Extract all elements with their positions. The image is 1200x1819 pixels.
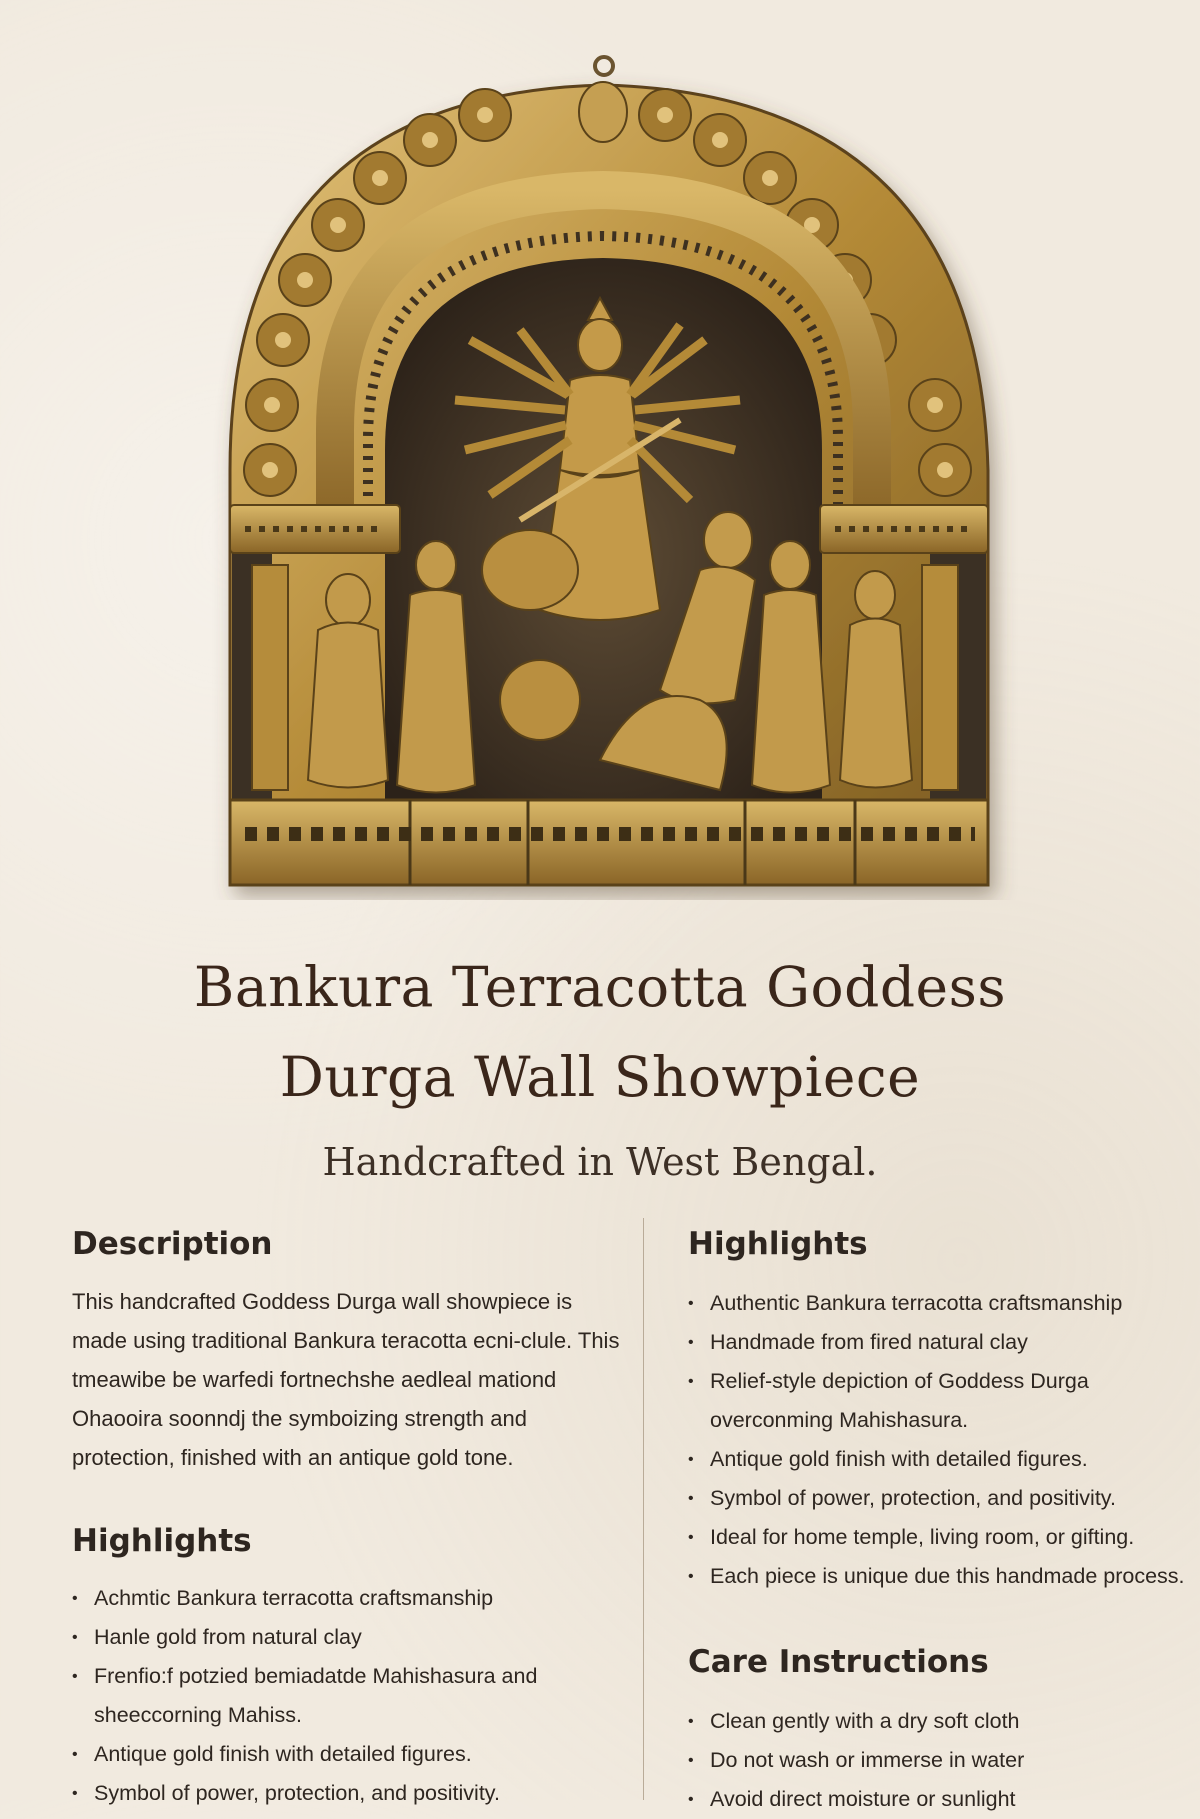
- list-item: • Antique gold finish with detailed figures.: [72, 1735, 632, 1774]
- list-item: • Symbol of power, protection, and positivity.: [72, 1774, 632, 1813]
- left-highlights-list: [72, 1579, 632, 1813]
- list-item: • Avoid direct moisture or sunlight: [688, 1780, 1200, 1819]
- right-highlights-list: [688, 1284, 1200, 1596]
- column-divider: [643, 1218, 644, 1800]
- list-item: • Frenfio:f potzied bemiadatde Mahishasura and sheeccorning Mahiss.: [72, 1657, 632, 1735]
- list-item: • Clean gently with a dry soft cloth: [688, 1702, 1200, 1741]
- left-highlights-heading: Highlights: [72, 1523, 252, 1559]
- product-title-line1: Bankura Terracotta Goddess: [193, 955, 1007, 1019]
- hanging-loop-icon: [595, 57, 613, 75]
- care-instructions-list: [688, 1702, 1200, 1819]
- list-item: • Ideal for home temple, living room, or gifting.: [688, 1518, 1200, 1557]
- list-item: • Authentic Bankura terracotta craftsmanship: [688, 1284, 1200, 1323]
- description-text: This handcrafted Goddess Durga wall showpiece is made using traditional Bankura teracotta ecni-clule. This tmeawibe be warfedi fortnechshe aedleal mationd Ohaooira soonndj the symboizing strength and protection, finished with an antique gold tone.: [72, 1289, 620, 1470]
- product-title-line2: Durga Wall Showpiece: [279, 1045, 921, 1109]
- list-item: • Symbol of power, protection, and positivity.: [688, 1479, 1200, 1518]
- list-item: • Hanle gold from natural clay: [72, 1618, 632, 1657]
- crown-face: [579, 82, 627, 142]
- right-column: [688, 1218, 1200, 1819]
- care-instructions-heading: Care Instructions: [688, 1644, 989, 1680]
- left-column: [72, 1218, 632, 1813]
- description-heading: Description: [72, 1226, 273, 1262]
- product-subtitle: Handcrafted in West Bengal.: [322, 1140, 878, 1184]
- durga-plaque-illustration: [0, 0, 1200, 900]
- durga-plaque-image: [0, 0, 1200, 900]
- list-item: • Relief-style depiction of Goddess Durga overconming Mahishasura.: [688, 1362, 1200, 1440]
- list-item: • Handmade from fired natural clay: [688, 1323, 1200, 1362]
- right-highlights-heading: Highlights: [688, 1226, 868, 1262]
- list-item: • Do not wash or immerse in water: [688, 1741, 1200, 1780]
- list-item: • Achmtic Bankura terracotta craftsmanship: [72, 1579, 632, 1618]
- list-item: • Each piece is unique due this handmade process.: [688, 1557, 1200, 1596]
- list-item: • Antique gold finish with detailed figures.: [688, 1440, 1200, 1479]
